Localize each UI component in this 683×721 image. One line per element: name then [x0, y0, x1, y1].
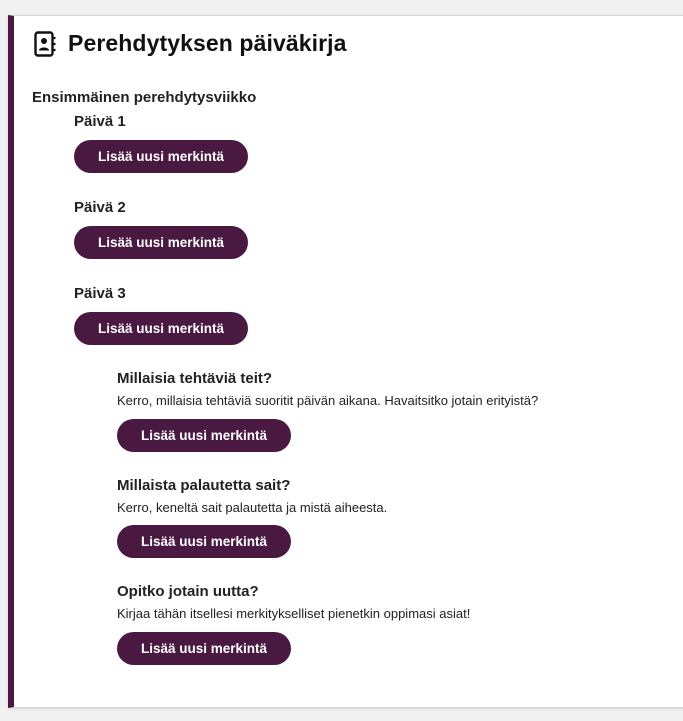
- week-heading: Ensimmäinen perehdytysviikko: [32, 89, 257, 106]
- day-1-label: Päivä 1: [74, 113, 126, 130]
- add-entry-button-day-1[interactable]: Lisää uusi merkintä: [74, 140, 248, 173]
- contact-book-icon: [34, 31, 56, 57]
- day-3-label: Päivä 3: [74, 285, 126, 302]
- question-2-description: Kerro, keneltä sait palautetta ja mistä aiheesta.: [117, 500, 388, 515]
- add-entry-button-question-1[interactable]: Lisää uusi merkintä: [117, 419, 291, 452]
- question-3-title: Opitko jotain uutta?: [117, 583, 259, 600]
- question-3-description: Kirjaa tähän itsellesi merkitykselliset pienetkin oppimasi asiat!: [117, 606, 471, 621]
- add-entry-button-day-2[interactable]: Lisää uusi merkintä: [74, 226, 248, 259]
- add-entry-button-question-2[interactable]: Lisää uusi merkintä: [117, 525, 291, 558]
- question-1-title: Millaisia tehtäviä teit?: [117, 370, 273, 387]
- add-entry-button-question-3[interactable]: Lisää uusi merkintä: [117, 632, 291, 665]
- page-title: Perehdytyksen päiväkirja: [68, 30, 347, 56]
- question-2-title: Millaista palautetta sait?: [117, 477, 291, 494]
- add-entry-button-day-3[interactable]: Lisää uusi merkintä: [74, 312, 248, 345]
- journal-card: [8, 15, 683, 708]
- day-2-label: Päivä 2: [74, 199, 126, 216]
- journal-header: [34, 30, 347, 57]
- question-1-description: Kerro, millaisia tehtäviä suoritit päivän aikana. Havaitsitko jotain erityistä?: [117, 393, 539, 408]
